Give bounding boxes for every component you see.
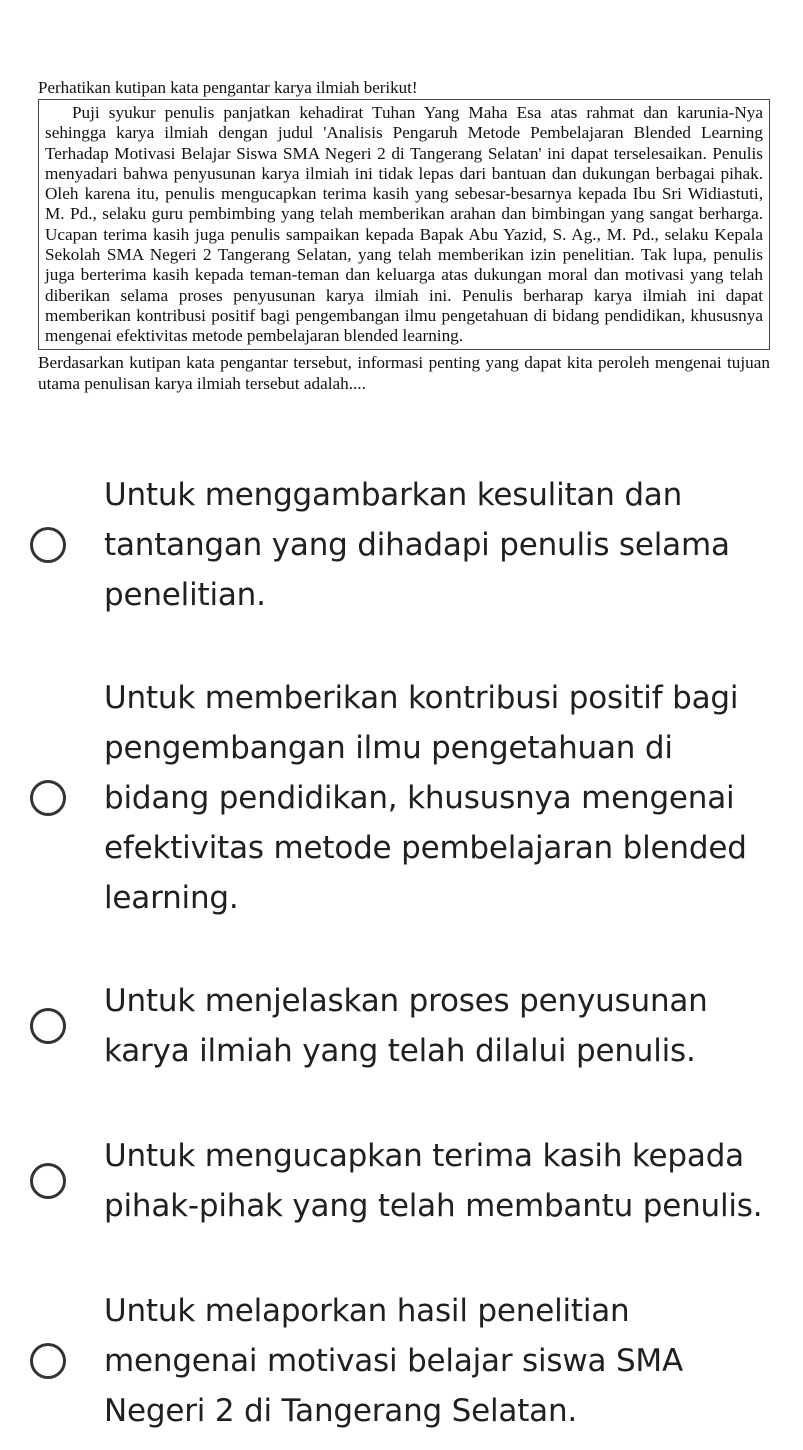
- answer-option-c[interactable]: [30, 976, 775, 1076]
- answer-options: [0, 470, 803, 1436]
- option-label: Untuk mengucapkan terima kasih kepada pihak-pihak yang telah membantu penulis.: [104, 1138, 763, 1224]
- radio-button-icon[interactable]: [30, 1343, 66, 1379]
- option-label: Untuk menggambarkan kesulitan dan tantangan yang dihadapi penulis selama penelitian.: [104, 477, 730, 613]
- option-label: Untuk memberikan kontribusi positif bagi pengembangan ilmu pengetahuan di bidang pendidikan, khususnya mengenai efektivitas metode pembelajaran blended learning.: [104, 680, 747, 916]
- answer-option-b[interactable]: [30, 673, 775, 923]
- option-label: Untuk melaporkan hasil penelitian mengenai motivasi belajar siswa SMA Negeri 2 di Tangerang Selatan.: [104, 1293, 683, 1429]
- radio-button-icon[interactable]: [30, 780, 66, 816]
- question-passage-image: [38, 78, 770, 394]
- option-label: Untuk menjelaskan proses penyusunan karya ilmiah yang telah dilalui penulis.: [104, 983, 708, 1069]
- question-stem: Berdasarkan kutipan kata pengantar tersebut, informasi penting yang dapat kita peroleh mengenai tujuan utama penulisan karya ilmiah tersebut adalah....: [38, 352, 770, 393]
- preface-quote-box: Puji syukur penulis panjatkan kehadirat Tuhan Yang Maha Esa atas rahmat dan karunia-Nya sehingga karya ilmiah dengan judul 'Analisis Pengaruh Metode Pembelajaran Blended Learning Terhadap Motivasi Belajar Siswa SMA Negeri 2 di Tangerang Selatan' ini dapat terselesaikan. Penulis menyadari bahwa penyusunan karya ilmiah ini tidak lepas dari bantuan dan dukungan berbagai pihak. Oleh karena itu, penulis mengucapkan terima kasih yang sebesar-besarnya kepada Ibu Sri Widiastuti, M. Pd., selaku guru pembimbing yang telah memberikan arahan dan bimbingan yang sangat berharga. Ucapan terima kasih juga penulis sampaikan kepada Bapak Abu Yazid, S. Ag., M. Pd., selaku Kepala Sekolah SMA Negeri 2 Tangerang Selatan, yang telah memberikan izin penelitian. Tak lupa, penulis juga berterima kasih kepada teman-teman dan keluarga atas dukungan moral dan motivasi yang telah diberikan selama proses penyusunan karya ilmiah ini. Penulis berharap karya ilmiah ini dapat memberikan kontribusi positif bagi pengembangan ilmu pengetahuan di bidang pendidikan, khususnya mengenai efektivitas metode pembelajaran blended learning.: [38, 99, 770, 350]
- radio-button-icon[interactable]: [30, 527, 66, 563]
- answer-option-d[interactable]: [30, 1131, 775, 1231]
- radio-button-icon[interactable]: [30, 1008, 66, 1044]
- answer-option-e[interactable]: [30, 1286, 775, 1436]
- radio-button-icon[interactable]: [30, 1163, 66, 1199]
- question-intro: Perhatikan kutipan kata pengantar karya ilmiah berikut!: [38, 78, 418, 97]
- answer-option-a[interactable]: [30, 470, 775, 620]
